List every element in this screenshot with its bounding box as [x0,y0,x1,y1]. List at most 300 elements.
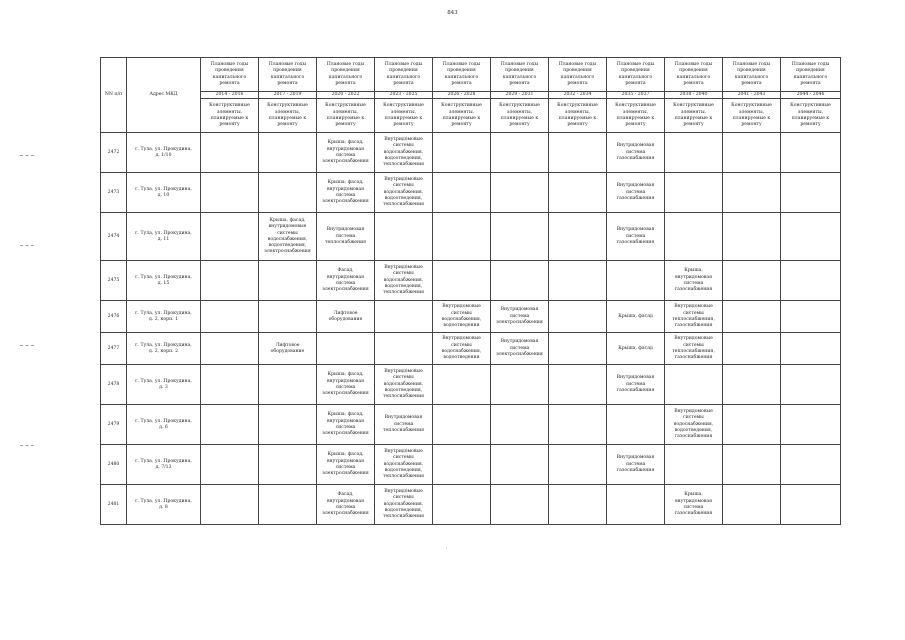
period-cell [317,213,375,261]
row-address-line: д. 7/13 [155,464,172,470]
work-item-line: системы [451,342,472,348]
work-item-line: системы [393,455,414,461]
header-period-years: 2041 - 2043 [723,92,781,99]
work-item-line: электроснабжения [496,319,543,325]
period-cell [433,445,491,485]
header-period-label-line: ремонта [800,80,821,86]
work-item-line: системы [277,230,298,236]
work-item-line: электроснабжения [322,158,369,164]
work-item-line: внутридомовая [326,418,365,424]
period-cell [201,301,259,333]
header-elements-label [317,99,375,133]
period-cell [781,445,841,485]
period-cell [259,213,317,261]
header-period-label-line: ремонта [277,80,298,86]
period-cell [491,485,549,525]
period-cell [491,261,549,301]
period-cell [201,333,259,365]
header-period-label-line: проведения [273,68,302,74]
period-cell [781,133,841,173]
header-period-label-line: ремонта [741,80,762,86]
period-cell [781,213,841,261]
work-item-line: водоснабжения, [383,149,424,155]
work-item-line: Крыша, фасад, [327,452,364,458]
work-item-line: система [335,464,356,470]
work-item-line: Лифтовое [333,310,358,316]
work-item-line: системы [683,342,704,348]
period-cell [201,445,259,485]
period-cell [665,213,723,261]
header-elements-label-line: планируемые к [732,115,771,121]
header-period-label-line: Плановые годы [384,62,423,68]
header-period-label-line: Плановые годы [210,62,249,68]
row-address-line: г. Тула, ул. Прокудина, [135,146,192,152]
header-period-label [259,58,317,92]
work-item-line: система [335,384,356,390]
header-elements-label-line: элементы, [564,109,591,115]
header-elements-label-line: ремонту [335,121,356,127]
period-cell [549,405,607,445]
header-elements-label-line: Конструктивные [615,103,656,109]
period-cell [549,301,607,333]
work-item-line: теплоснабжения [382,474,425,479]
header-period-label-line: ремонта [625,80,646,86]
work-item-line: электроснабжения [322,198,369,204]
row-address-line: г. Тула, ул. Прокудина, [135,378,192,384]
work-item-line: Внутридомовые [384,489,423,495]
period-cell [665,333,723,365]
period-cell [259,405,317,445]
work-item-line: оборудование [328,316,363,322]
work-item-line: Крыша, [684,268,703,274]
header-elements-label [607,99,665,133]
header-elements-label-line: элементы, [274,109,301,115]
period-cell [781,173,841,213]
row-address-line: д. 10 [157,192,170,198]
header-elements-label-line: планируемые к [210,115,249,121]
work-item-line: Внутридомовые [384,265,423,271]
header-elements-label-line: Конструктивные [325,103,366,109]
period-cell [201,133,259,173]
work-item-line: водоснабжения, [441,348,482,354]
row-address-line: г. Тула, ул. Прокудина, [135,274,192,280]
row-number: 2475 [101,261,127,301]
table-row [101,445,841,485]
period-cell [665,173,723,213]
header-period-years: 2038 - 2040 [665,92,723,99]
work-item-line: система [683,504,704,510]
row-address [127,133,201,173]
row-address-line: г. Тула, ул. Прокудина, [135,498,192,504]
period-cell [259,301,317,333]
period-cell [549,365,607,405]
period-cell [375,133,433,173]
work-item-line: внутридомовая [326,458,365,464]
work-item-line: внутридомовая [326,274,365,280]
work-item-line: Фасад, [337,268,354,274]
margin-mark [20,155,34,156]
period-cell [317,365,375,405]
header-period-years: 2035 - 2037 [607,92,665,99]
period-cell [201,485,259,525]
header-elements-label-line: планируемые к [674,115,713,121]
header-elements-label [549,99,607,133]
page-number: 843 [447,10,458,16]
work-item-line: системы [683,415,704,421]
header-period-label-line: капитального [328,74,363,80]
header-elements-label-line: элементы, [390,109,417,115]
header-period-label [781,58,841,92]
work-item-line: система [683,280,704,286]
work-item-line: водоотведения [443,354,480,360]
work-item-line: газоснабжения [674,434,713,439]
header-elements-label-line: элементы, [797,109,824,115]
header-period-label-line: капитального [386,74,421,80]
header-elements-label [433,99,491,133]
period-cell [375,445,433,485]
row-address-line: г. Тула, ул. Прокудина, [135,186,192,192]
header-period-label [433,58,491,92]
period-cell [781,301,841,333]
header-elements-label-line: ремонту [451,121,472,127]
period-cell [723,301,781,333]
row-address [127,213,201,261]
work-item-line: теплоснабжения [382,162,425,167]
header-period-label-line: капитального [734,74,769,80]
work-item-line: газоснабжения [674,322,713,328]
header-period-years: 2029 - 2031 [491,92,549,99]
header-period-label-line: проведения [389,68,418,74]
header-period-label-line: капитального [793,74,828,80]
work-item-line: водоснабжения, [383,381,424,387]
header-period-label-line: ремонта [567,80,588,86]
header-period-label-line: Плановые годы [616,62,655,68]
header-elements-label-line: планируемые к [442,115,481,121]
work-item-line: теплоснабжения [382,427,425,433]
row-address-line: д. 1/10 [155,152,172,158]
work-item-line: Внутридомовые [442,336,481,342]
header-period-label-line: Плановые годы [500,62,539,68]
margin-mark [20,345,34,346]
period-cell [375,213,433,261]
row-address [127,485,201,525]
margin-mark [20,445,34,446]
period-cell [723,261,781,301]
period-cell [607,301,665,333]
row-number: 2477 [101,333,127,365]
work-item-line: электроснабжения [322,430,369,436]
work-item-line: Внутридомовая [616,375,655,381]
period-cell [375,261,433,301]
row-address [127,405,201,445]
table-row [101,173,841,213]
work-item-line: Внутридомовая [616,227,655,233]
row-address [127,261,201,301]
period-cell [259,365,317,405]
work-item-line: Крыша, [684,492,703,498]
period-cell [491,301,549,333]
work-item-line: системы [393,183,414,189]
header-period-years: 2017 - 2019 [259,92,317,99]
work-item-line: теплоснабжения [382,202,425,207]
header-period-label-line: проведения [563,68,592,74]
work-item-line: Внутридомовые [384,177,423,183]
period-cell [317,405,375,445]
header-elements-label-line: ремонту [393,121,414,127]
work-item-line: система [335,233,356,239]
row-number: 2480 [101,445,127,485]
work-item-line: система [335,192,356,198]
work-item-line: система [509,345,530,351]
header-elements-label-line: ремонту [741,121,762,127]
period-cell [259,485,317,525]
period-cell [607,365,665,405]
header-period-years: 2032 - 2034 [549,92,607,99]
header-elements-label-line: Конструктивные [441,103,482,109]
period-cell [201,173,259,213]
work-item-line: газоснабжения [616,195,655,201]
header-elements-label-line: элементы, [622,109,649,115]
work-item-line: системы [393,271,414,277]
work-item-line: Крыша, фасад, [327,180,364,186]
work-item-line: газоснабжения [616,387,655,393]
work-item-line: Внутридомовая [616,183,655,189]
work-item-line: система [393,421,414,427]
row-address-line: г. Тула, ул. Прокудина, [135,310,192,316]
period-cell [607,173,665,213]
header-elements-label-line: Конструктивные [790,103,831,109]
header-period-label-line: ремонта [451,80,472,86]
period-cell [723,333,781,365]
period-cell [433,261,491,301]
period-cell [259,133,317,173]
header-elements-label [375,99,433,133]
work-item-line: водоснабжения, [267,236,308,242]
table-row [101,485,841,525]
header-period-label-line: проведения [737,68,766,74]
header-elements-label-line: элементы, [448,109,475,115]
work-item-line: водоотведения, [384,467,423,473]
header-elements-label-line: ремонту [800,121,821,127]
work-item-line: водоотведения, [384,195,423,201]
row-number: 2481 [101,485,127,525]
header-period-label-line: ремонта [393,80,414,86]
page-speck: ' [446,547,448,553]
header-period-label-line: капитального [270,74,305,80]
header-elements-label-line: элементы, [680,109,707,115]
row-number: 2472 [101,133,127,173]
period-cell [607,333,665,365]
row-address-line: д. 2, корп. 2 [148,348,179,354]
period-cell [201,365,259,405]
header-elements-label-line: планируемые к [326,115,365,121]
header-period-label-line: ремонта [509,80,530,86]
work-item-line: Внутридомовые [384,369,423,375]
period-cell [607,445,665,485]
work-item-line: системы [683,310,704,316]
work-item-line: Внутридомовые [442,304,481,310]
period-cell [781,485,841,525]
work-item-line: Внутридомовая [500,339,539,345]
work-item-line: теплоснабжения [382,290,425,295]
header-period-label-line: ремонта [335,80,356,86]
header-elements-label [259,99,317,133]
period-cell [433,173,491,213]
margin-mark [20,245,34,246]
work-item-line: внутридомовая [326,146,365,152]
period-cell [723,133,781,173]
header-elements-label-line: планируемые к [558,115,597,121]
header-number: NN п/п [101,58,127,133]
work-item-line: система [625,149,646,155]
work-item-line: Внутридомовые [384,449,423,455]
header-period-label-line: капитального [676,74,711,80]
period-cell [491,333,549,365]
period-cell [433,485,491,525]
work-item-line: Фасад, [337,492,354,498]
repair-schedule-table [100,57,841,525]
work-item-line: Крыша, фасад, [327,140,364,146]
work-item-line: Внутридомовая [616,455,655,461]
period-cell [723,485,781,525]
work-item-line: внутридомовая [674,274,713,280]
period-cell [375,301,433,333]
work-item-line: Лифтовое [275,342,300,348]
period-cell [549,485,607,525]
period-cell [549,333,607,365]
period-cell [491,405,549,445]
header-period-label-line: Плановые годы [674,62,713,68]
period-cell [259,173,317,213]
header-period-label-line: проведения [331,68,360,74]
work-item-line: Внутридомовые [384,137,423,143]
header-period-label [317,58,375,92]
work-item-line: теплоснабжения, [672,316,715,322]
work-item-line: Внутридомовые [674,304,713,310]
work-item-line: водоотведения, [674,427,713,433]
row-address-line: д. 2, корп. 1 [148,316,179,322]
period-cell [723,405,781,445]
period-cell [665,405,723,445]
table-row [101,133,841,173]
row-address-line: д. 3 [159,384,168,390]
table-row [101,405,841,445]
period-cell [433,333,491,365]
period-cell [259,333,317,365]
work-item-line: системы [393,495,414,501]
work-item-line: электроснабжения [496,351,543,357]
header-elements-label-line: планируемые к [791,115,830,121]
period-cell [317,445,375,485]
header-period-label-line: ремонта [683,80,704,86]
header-period-label-line: ремонта [219,80,240,86]
period-cell [665,485,723,525]
header-elements-label-line: ремонту [567,121,588,127]
work-item-line: водоотведения, [384,387,423,393]
work-item-line: система [335,152,356,158]
header-elements-label-line: Конструктивные [267,103,308,109]
header-period-label [549,58,607,92]
row-number: 2478 [101,365,127,405]
work-item-line: электроснабжения [322,390,369,396]
period-cell [723,365,781,405]
work-item-line: Внутридомовая [500,307,539,313]
work-item-line: водоснабжения, [441,316,482,322]
work-item-line: Крыша, фасад, [269,218,306,224]
header-elements-label-line: ремонту [509,121,530,127]
period-cell [549,173,607,213]
header-period-label-line: Плановые годы [442,62,481,68]
header-period-label [491,58,549,92]
header-elements-label-line: Конструктивные [383,103,424,109]
period-cell [607,213,665,261]
header-elements-label-line: элементы, [506,109,533,115]
table-row [101,365,841,405]
header-period-label-line: проведения [679,68,708,74]
row-address-line: г. Тула, ул. Прокудина, [135,230,192,236]
period-cell [781,365,841,405]
period-cell [607,405,665,445]
header-elements-label-line: элементы, [332,109,359,115]
work-item-line: электроснабжения [322,510,369,516]
work-item-line: газоснабжения [616,239,655,245]
row-address [127,173,201,213]
header-elements-label [723,99,781,133]
work-item-line: теплоснабжения [382,514,425,519]
period-cell [433,213,491,261]
header-elements-label-line: Конструктивные [731,103,772,109]
period-cell [607,485,665,525]
header-period-label-line: проведения [215,68,244,74]
period-cell [723,213,781,261]
header-period-years: 2023 - 2025 [375,92,433,99]
work-item-line: водоснабжения, [383,461,424,467]
period-cell [491,133,549,173]
work-item-line: внутридомовая [326,498,365,504]
period-cell [491,173,549,213]
header-period-years: 2014 - 2016 [201,92,259,99]
header-period-label-line: проведения [505,68,534,74]
period-cell [665,133,723,173]
row-address [127,365,201,405]
header-period-label-line: капитального [444,74,479,80]
work-item-line: теплоснабжения, [672,348,715,354]
period-cell [549,213,607,261]
header-period-label [607,58,665,92]
work-item-line: Крыша, фасад [618,345,653,351]
period-cell [607,261,665,301]
work-item-line: система [335,280,356,286]
period-cell [317,133,375,173]
work-item-line: внутридомовые [268,224,307,230]
work-item-line: теплоснабжения [382,394,425,399]
header-period-label-line: Плановые годы [791,62,830,68]
work-item-line: внутридомовая [674,498,713,504]
period-cell [317,485,375,525]
header-elements-label-line: планируемые к [384,115,423,121]
header-period-label-line: капитального [212,74,247,80]
period-cell [375,485,433,525]
header-elements-label-line: планируемые к [268,115,307,121]
header-period-years: 2020 - 2022 [317,92,375,99]
period-cell [549,261,607,301]
header-elements-label [781,99,841,133]
period-cell [317,301,375,333]
header-period-label-line: капитального [502,74,537,80]
work-item-line: Внутридомовая [326,227,365,233]
header-period-years: 2026 - 2028 [433,92,491,99]
work-item-line: электроснабжения [322,286,369,292]
